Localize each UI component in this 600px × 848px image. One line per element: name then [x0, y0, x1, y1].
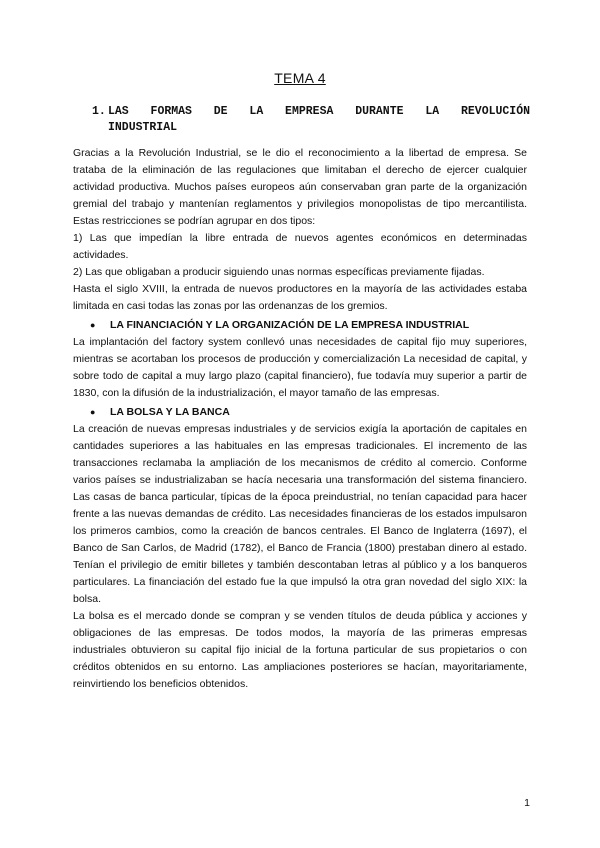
intro-closing-paragraph: Hasta el siglo XVIII, la entrada de nuevos productores en la mayoría de las actividades estaba limitada en casi todas las zonas por las ordenanzas de los gremios. [73, 283, 527, 312]
subsection-paragraph: La creación de nuevas empresas industriales y de servicios exigía la aportación de capitales en cantidades superiores a las habituales en las empresas tradicionales. El incremento de las transacciones reclamaba la ampliación de los mecanismos de crédito al comercio. Conforme varios países se industrializaban se hacía necesaria una transformación del sistema financiero. Las casas de banca particular, típicas de la época preindustrial, no tenían capacidad para hacer frente a las nuevas demandas de crédito. Las necesidades financieras de los estados impulsaron los primeros cambios, como la creación de bancos centrales. El Banco de Inglaterra (1697), el Banco de San Carlos, de Madrid (1782), el Banco de Francia (1800) prestaban dinero al estado. Tenían el privilegio de emitir billetes y también descontaban letras al público y a los banqueros particulares. La financiación del estado fue la que impulsó la otra gran novedad del siglo XIX: la bolsa. [73, 423, 527, 605]
document-body [73, 145, 527, 693]
section-number: 1. [92, 105, 106, 118]
intro-paragraph: Gracias a la Revolución Industrial, se le dio el reconocimiento a la libertad de empresa. Se trataba de la eliminación de las regulaciones que limitaban el derecho de ejercer cualquier actividad productiva. Muchos países europeos aún conservaban gran parte de la organización gremial del trabajo y mantenían reglamentos y privilegios monopolistas de tipo mercantilista. Estas restricciones se podrían agrupar en dos tipos: [73, 147, 527, 227]
section-title-line-2: INDUSTRIAL [108, 121, 178, 134]
subsection-heading-financiacion [73, 317, 527, 334]
subsection-paragraph: La bolsa es el mercado donde se compran y se venden títulos de deuda pública y acciones y obligaciones de las empresas. De todos modos, la mayoría de las primeras empresas industriales obtuvieron su capital fijo inicial de la fortuna particular de sus propietarios o con créditos obtenidos en su entorno. Las ampliaciones posteriores se hacían, mayoritariamente, reinvirtiendo los beneficios obtenidos. [73, 610, 527, 690]
section-heading [92, 104, 530, 136]
list-item: 1) Las que impedían la libre entrada de nuevos agentes económicos en determinadas actividades. [73, 232, 527, 261]
page-title: TEMA 4 [274, 70, 326, 86]
bullet-icon: ● [90, 320, 96, 330]
section-title [108, 104, 530, 136]
subsection-paragraph: La implantación del factory system conllevó unas necesidades de capital fijo muy superiores, mientras se acortaban los procesos de producción y comercialización La necesidad de capital, y sobre todo de capital a muy largo plazo (capital financiero), fue todavía muy superior a partir de 1830, con la difusión de la industrialización, el mayor tamaño de las empresas. [73, 336, 527, 399]
bullet-icon: ● [90, 407, 96, 417]
subsection-title: LA BOLSA Y LA BANCA [110, 406, 230, 418]
list-item: 2) Las que obligaban a producir siguiendo unas normas específicas previamente fijadas. [73, 266, 485, 278]
subsection-heading-bolsa [73, 404, 527, 421]
subsection-title: LA FINANCIACIÓN Y LA ORGANIZACIÓN DE LA EMPRESA INDUSTRIAL [110, 319, 470, 331]
section-title-line-1: LAS FORMAS DE LA EMPRESA DURANTE LA REVOLUCIÓN [108, 105, 530, 118]
page-number: 1 [524, 797, 530, 809]
